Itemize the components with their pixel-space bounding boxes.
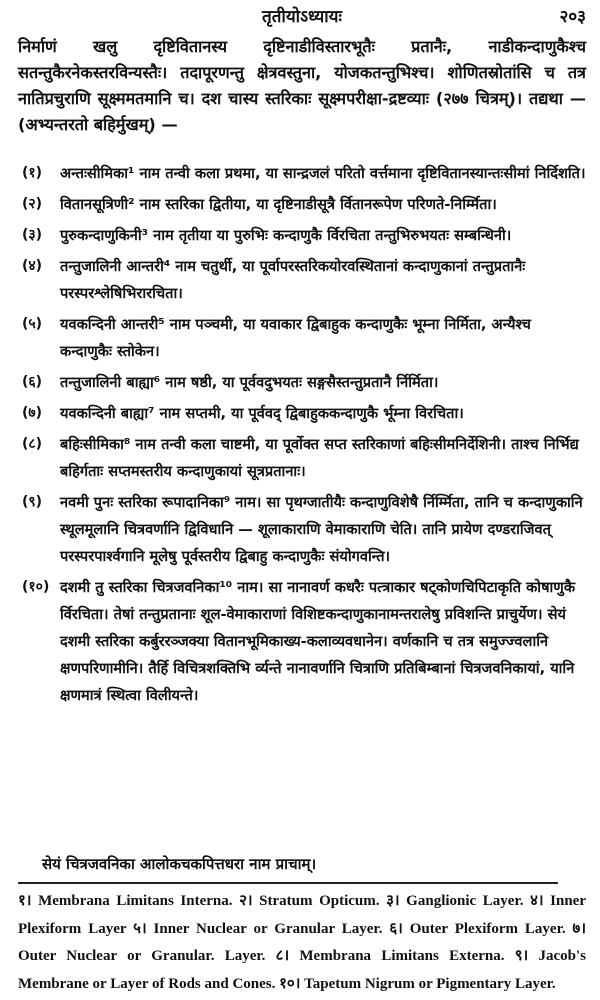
list-item — [18, 400, 586, 427]
running-header — [18, 4, 586, 30]
list-item — [18, 431, 586, 485]
list-item — [18, 369, 586, 396]
list-item — [18, 222, 586, 249]
footnote-divider — [18, 882, 558, 884]
intro-paragraph: निर्माणं खलु दृष्टिवितानस्य दृष्टिनाडीविस्तारभूतैः प्रतानैः, नाडीकन्दाणुकैश्च सतन्तुकैरनेकस्तरविन्यस्तैः। तदापूरणन्तु क्षेत्रवस्तुना, योजकतन्तुभिश्च। शोणितस्रोतांसि च तत्र नातिप्रचुराणि सूक्ष्ममतमानि च। दश चास्य स्तरिकाः सूक्ष्मपरीक्षा-द्रष्टव्याः (२७७ चित्रम्)। तद्यथा — (अभ्यन्तरतो बहिर्मुखम्) — — [18, 37, 586, 134]
item-text: पुरुकन्दाणुकिनी³ नाम तृतीया या पुरुभिः कन्दाणुकै र्विरचिता तन्तुभिरुभयतः सम्बन्धिनी। — [60, 227, 512, 244]
item-number: (८) — [22, 436, 43, 452]
list-item — [18, 311, 586, 365]
item-number: (९) — [22, 494, 43, 510]
item-number: (२) — [22, 196, 43, 212]
item-number: (४) — [22, 258, 43, 274]
list-item — [18, 253, 586, 307]
item-number: (६) — [22, 374, 43, 390]
item-text: बहिःसीमिका⁸ नाम तन्वी कला चाष्टमी, या पूर्वोक्त सप्त स्तरिकाणां बहिःसीमनिर्देशिनी। ताश्च निर्भिद्य बहिर्गताः सप्तमस्तरीय कन्दाणुकायां सूत्रप्रतानाः। — [60, 436, 579, 480]
item-text: यवकन्दिनी आन्तरी⁵ नाम पञ्चमी, या यवाकार द्विबाहुक कन्दाणुकैः भूम्ना निर्मिता, अन्यैश्च कन्दाणुकैः स्तोकेन। — [60, 316, 531, 360]
item-text: वितानसूत्रिणी² नाम स्तरिका द्वितीया, या दृष्टिनाडीसूत्रै र्वितानरूपेण परिणते-निर्म्मिता। — [60, 196, 497, 213]
item-text: यवकन्दिनी बाह्या⁷ नाम सप्तमी, या पूर्ववद् द्विबाहुककन्दाणुकै र्भूम्ना विरचिता। — [60, 405, 464, 422]
list-item — [18, 191, 586, 218]
item-number: (१) — [22, 165, 43, 181]
item-text: नवमी पुनः स्तरिका रूपादानिका⁹ नाम। सा पृथग्जातीयैः कन्दाणुविशेषै र्निर्म्मिता, तानि च कन्दाणुकानि स्थूलमूलानि चित्रवर्णानि द्विविधानि — शूलाकाराणि वेमाकाराणि चेति। तानि प्रायेण दण्डराजिवत् परस्परपार्श्वगानि मूलेषु पूर्वस्तरीय द्विबाहु कन्दाणुकैः संयोगवन्ति। — [60, 494, 583, 565]
item-number: (५) — [22, 316, 43, 332]
item-number: (१०) — [22, 579, 50, 595]
page-number: २०३ — [559, 7, 586, 27]
item-text: तन्तुजालिनी आन्तरी⁴ नाम चतुर्थी, या पूर्वापरस्तरिकयोरवस्थितानां कन्दाणुकानां तन्तुप्रतानैः परस्परश्लेषिभिरारचिता। — [60, 258, 526, 302]
chapter-title: तृतीयोऽध्यायः — [262, 7, 342, 27]
item-number: (३) — [22, 227, 43, 243]
item-number: (७) — [22, 405, 43, 421]
list-item — [18, 160, 586, 187]
list-item — [18, 489, 586, 570]
item-text: तन्तुजालिनी बाह्या⁶ नाम षष्ठी, या पूर्ववदुभयतः सङ्गसैस्तन्तुप्रतानै र्निर्मिता। — [60, 374, 439, 391]
item-text: अन्तःसीमिका¹ नाम तन्वी कला प्रथमा, या सान्द्रजलं परितो वर्त्तमाना दृष्टिवितानस्यान्तःसीमां निर्दिशति। — [60, 165, 586, 182]
closing-line: सेयं चित्रजवनिका आलोकचकपित्तधरा नाम प्राचाम्। — [42, 855, 317, 873]
retina-layer-list — [18, 160, 586, 713]
footnotes: १। Membrana Limitans Interna. २। Stratum Opticum. ३। Ganglionic Layer. ४। Inner Plexiform Layer ५। Inner Nuclear or Granular Layer. ६। Outer Plexiform Layer. ७। Outer Nuclear or Granular. Layer. ८। Membrana Limitans Externa. ९। Jacob's Membrane or Layer of Rods and Cones. १०। Tapetum Nigrum or Pigmentary Layer. — [18, 893, 586, 992]
list-item — [18, 574, 586, 709]
item-text: दशमी तु स्तरिका चित्रजवनिका¹⁰ नाम। सा नानावर्ण कधरैः पत्त्राकार षट्कोणचिपिटाकृति कोषाणुकै र्विरचिता। तेषां तन्तुप्रतानाः शूल-वेमाकाराणां विशिष्टकन्दाणुकानामन्तरालेषु प्रविशन्ति प्राचुर्येण। सेयं दशमी स्तरिका कर्बुररञ्जक्या वितानभूमिकाख्य-कलाव्यवधानेन। वर्णकानि च तत्र समुज्ज्वलानि क्षणपरिणामीनि। तैर्हि विचित्रशक्तिभि र्व्यन्ते नानावर्णानि चित्राणि प्रतिबिम्बानां चित्रजवनिकायां, यानि क्षणमात्रं स्थित्वा विलीयन्ते। — [60, 579, 576, 704]
